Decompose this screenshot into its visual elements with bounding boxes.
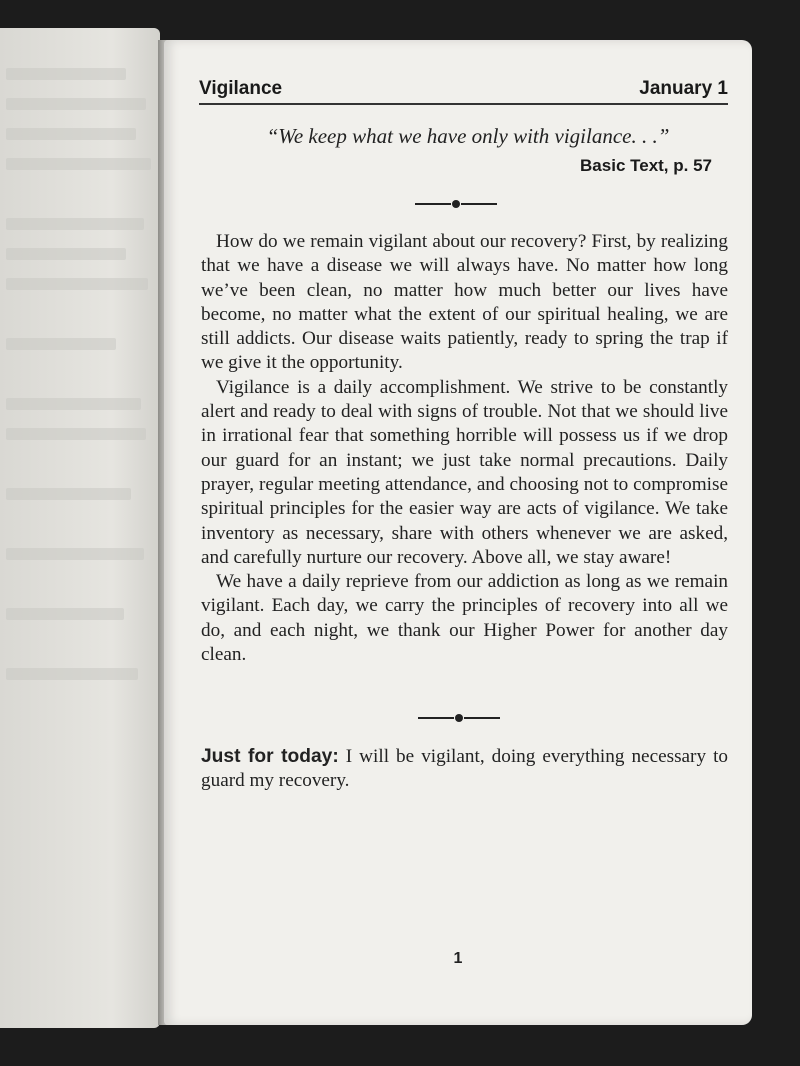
epigraph-source: Basic Text, p. 57 <box>580 156 712 175</box>
page-title: Vigilance <box>199 78 283 99</box>
body-paragraph: How do we remain vigilant about our recovery? First, by realizing that we have a disease we will always have. No matter how long we’ve been clean, no matter how much better our lives have become, no matter what the extent of our spiritual healing, we are still addicts. Our disease waits patiently, ready to spring the trap if we give it the opportunity. <box>201 231 728 374</box>
page-header <box>199 78 728 105</box>
page-date: January 1 <box>639 78 728 99</box>
book-page <box>164 40 752 1025</box>
body-paragraph: We have a daily reprieve from our addiction as long as we remain vigilant. Each day, we carry the principles of recovery into all we do, and each night, we thank our Higher Power for another day clean. <box>201 571 728 666</box>
just-for-today-text: I will be vigilant, doing everything necessary to guard my recovery. <box>201 746 728 792</box>
divider-ornament <box>418 713 500 723</box>
just-for-today-label: Just for today: <box>201 746 339 767</box>
just-for-today <box>201 745 728 794</box>
facing-page <box>0 28 160 1028</box>
page-number: 1 <box>453 950 463 967</box>
divider-ornament <box>415 199 497 209</box>
epigraph-quote: “We keep what we have only with vigilance. . .” <box>266 124 670 148</box>
body-paragraph: Vigilance is a daily accomplishment. We strive to be constantly alert and ready to deal with signs of trouble. Not that we should live in irrational fear that something horrible will possess us if we drop our guard for an instant; we just take normal precautions. Daily prayer, regular meeting attendance, and choosing not to compromise spiritual principles for the easier way are acts of vigilance. We take inventory as necessary, share with others whenever we are asked, and carefully nurture our recovery. Above all, we stay aware! <box>201 376 728 568</box>
reading-body <box>201 230 728 667</box>
